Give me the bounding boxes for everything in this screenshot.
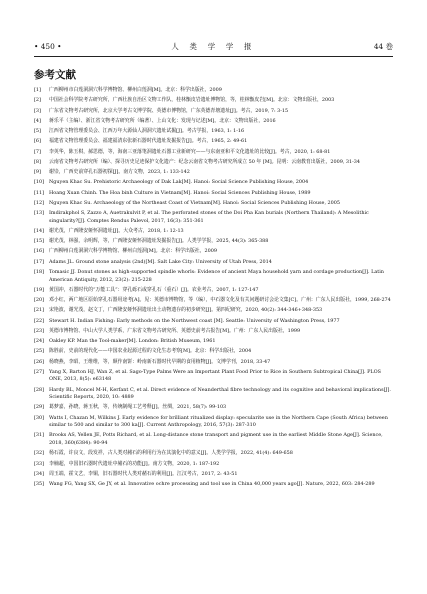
reference-number: [30] [34,414,45,421]
reference-text: 葛梦嘉，孙晓，蒋玉秋，等，传统制绳工艺考释[J]。丝绸，2021, 58(7): 99-103 [49,404,227,411]
reference-item [34,404,393,412]
reference-number: [33] [34,460,45,467]
header-rule [34,56,393,57]
reference-item [34,97,393,105]
reference-item [34,108,393,116]
reference-text: 邓小红，两广地区原始穿孔石器用途考[A]。见：英德市博物馆，等（编），中石器文化及有关问题研讨会论文集[C]。广州：广东人民出版社，1999, 268-274 [49,297,391,304]
reference-item [34,128,393,136]
reference-text: 谢崇，广西史前穿孔石器初探[J]。南方文物，2023, 1: 133-142 [49,169,190,176]
reference-number: [8] [34,158,41,165]
reference-item [34,259,393,267]
reference-number: [16] [34,248,45,255]
reference-text: Nguyen Khac Su. Archaeology of the Northeast Coast of Vietnam[M]. Hanoi: Social Sciences Publishing House, 2005 [49,199,340,206]
reference-number: [18] [34,269,45,276]
volume-label: 44 卷 [373,42,393,51]
reference-number: [10] [34,179,45,186]
reference-item [34,159,393,167]
reference-text: Oakley KP. Man the Tool-maker[M]. London: British Museum, 1961 [49,338,216,345]
reference-number: [21] [34,307,45,314]
reference-text: 杨石霞，许良文，段发祥，古人类对赭石的利用行为在其演化中的意义[J]。人类学学报，2022, 41(4): 649-658 [49,450,293,457]
reference-number: [35] [34,481,45,488]
reference-number: [22] [34,317,45,324]
reference-number: [31] [34,432,45,439]
reference-text: 中国社会科学院考古研究所，广西壮族自治区文物工作队，桂林甑皮岩遗址博物馆，等，桂林甑皮岩[M]。北京：文物出版社，2003 [49,97,335,104]
reference-text: 李英华，陈玉棋，郝思德，等，海南三亚落笔洞遗址石器工业新研究——与东南亚和平文化遗址的比较[J]。考古，2020, 1: 68-81 [49,148,331,155]
reference-item [34,481,393,489]
page-number: • 450 • [34,42,62,51]
reference-item [34,461,393,469]
reference-item [34,200,393,208]
reference-text: Tomasic JJ. Donut stones as high-supported spindle whorls: Evidence of ancient Maya household yarn and cordage production[J]. Latin American Antiquity, 2012, 23(2): 215-228 [49,269,384,283]
reference-number: [12] [34,199,45,206]
reference-text: Adams JL. Ground stone analysis (2nd)[M]. Salt Lake City: University of Utah Press, 2014 [49,258,272,265]
reference-item [34,387,393,402]
reference-number: [4] [34,117,41,124]
reference-number: [24] [34,338,45,345]
reference-item [34,415,393,430]
reference-item [34,210,393,225]
reference-item [34,297,393,305]
reference-number: [1] [34,87,41,93]
reference-text: Imdirakphol S, Zazzo A, Auetrakulvit P, et al. The perforated stones of the Doi Pha Kan burials (Northern Thailand): A Mesolithic singularity?[J]. Comptes Rendus Palevol, 2017, 16(3): 351-361 [49,210,369,224]
reference-text: Watts I, Chazan M, Wilkins J. Early evidence for brilliant ritualized display: specularite use in the Northern Cape (South Africa) between similar to 500 and similar to 300 ka[J]. Current Anthropology, 2016, 57(3): 287-310 [49,414,388,429]
reference-text: 杨晓燕，李昭，王维维，等，颠作南饼：岭南新石器时代早期的食用植物[J]。文博学刊，2018, 33-47 [49,358,271,365]
reference-item [34,369,393,384]
reference-text: 江西省文物管理委员会、江西万年大源仙人洞洞穴遗址试掘[J]。考古学报，1963, 1: 1-16 [49,128,245,135]
reference-text: 谢光茂，林强，余明辉，等，广西隆安娅怀洞遗址发掘报告[J]。人类学学报，2025, 44(3): 365-388 [49,238,269,245]
reference-text: 广东省文物考古研究所，北京大学考古文博学院、英德市博物馆，广东英德青塘遗址[J]。考古，2019, 7: 3-15 [49,107,289,114]
reference-number: [13] [34,210,45,217]
reference-item [34,348,393,356]
reference-item [34,269,393,284]
reference-text: Yang X, Barton HJ, Wan Z, et al. Sago-Type Palms Were an Important Plant Food Prior to Rice in Southern Subtropical China[J]. PLOS ONE, 2013, 8(5): e63148 [49,368,381,383]
reference-item [34,87,393,95]
reference-text: Nguyen Khac Su. Prehistoric Archaeology of Dak Lak[M]. Hanoi: Social Science Publishing House, 2004 [49,179,309,186]
reference-number: [27] [34,368,45,375]
reference-text: 广西柳州白莲洞洞穴科学博物馆、柳州白莲洞[M]。北京：科学出版社，2009 [49,248,217,255]
reference-text: 黄国冲，石器时代的“万能工具”：穿孔砾石或穿孔石（重石）[J]。农业考古，2007, 1: 127-147 [49,286,259,293]
reference-number: [20] [34,297,45,304]
reference-item [34,471,393,479]
reference-item [34,338,393,346]
reference-text: 蒋乐平（主编）、浙江省文物考古研究所（编著）、上山文化：发现与记述[M]。北京：文物出版社，2016 [49,117,276,124]
reference-text: 陈胜前，史前的现代化——中国农业起源过程的文化生态考察[M]。北京：科学出版社，2004 [49,348,252,355]
reference-text: 云南省文物考古研究所（编）、探寻历史足迹保护文化遗产：纪念云南省文物考古研究所成立 50 年 [M]。昆明：云南教育出版社，2009, 31-34 [49,158,361,165]
reference-item [34,359,393,367]
reference-text: Hoang Xuan Chinh. The Hoa binh Culture in Vietnam[M]. Hanoi: Social Sciences Publishing House, 1989 [49,189,311,196]
reference-number: [34] [34,470,45,477]
reference-number: [26] [34,358,45,365]
reference-item [34,432,393,447]
reference-text: Hardy BL, Moncel M-H, Kerfant C, et al. Direct evidence of Neanderthal fibre technology and its cognitive and behavioral implications[J]. Scientific Reports, 2020, 10: 4889 [49,386,391,401]
reference-number: [5] [34,128,41,135]
reference-number: [6] [34,138,41,145]
reference-item [34,450,393,458]
reference-item [34,307,393,315]
reference-item [34,179,393,187]
reference-number: [28] [34,386,45,393]
reference-item [34,138,393,146]
reference-number: [29] [34,404,45,411]
reference-number: [9] [34,169,41,176]
reference-text: 广西柳州市白莲洞洞穴科学博物馆、柳州白莲洞[M]。北京：科学出版社，2009 [49,87,222,93]
reference-number: [17] [34,258,45,265]
reference-item [34,287,393,295]
reference-item [34,328,393,336]
reference-number: [23] [34,327,45,334]
reference-text: 谢光茂，广西隆安娅怀洞遗址[J]。大众考古，2018, 1: 12-13 [49,227,184,234]
reference-number: [2] [34,97,41,104]
reference-item [34,248,393,256]
reference-number: [14] [34,227,45,234]
reference-item [34,149,393,157]
reference-item [34,228,393,236]
reference-text: Stewart H. Indian Fishing: Early methods on the Northwest coast [M]. Seattle: University of Washington Press, 1977 [49,317,340,324]
reference-list [34,87,393,491]
reference-text: 宋艳波，谢光茂，赵文丁，广西隆安娅怀洞遗址出土动物遗存的初步研究[J]。第四纪研究，2020, 40(2): 344-346+348-353 [49,307,323,314]
reference-number: [7] [34,148,41,155]
journal-title: 人 类 学 学 报 [171,42,256,51]
reference-text: 英德市博物馆、中山大学人类学系，广东省文物考古研究所、英德史前考古报告[M]。广州：广东人民出版社，1999 [49,327,301,334]
reference-number: [19] [34,286,45,293]
reference-text: Wang FG, Yang SX, Ge JY, et al. Innovative ochre processing and tool use in China 40,000 years ago[J]. Nature, 2022, 603: 284-289 [49,481,375,488]
reference-item [34,238,393,246]
reference-number: [11] [34,189,45,196]
reference-text: 福建省文物管理委员会、福建福清东张新石器时代遗址发掘报告[J]。考古，1965, 2: 49-61 [49,138,248,145]
reference-text: 李楠超，中国旧石器时代遗址中赭石的功能[J]。南方文物，2020, 1: 187-192 [49,460,220,467]
reference-item [34,169,393,177]
reference-text: 周玉端，霍文艺，李铜，旧石器时代人类对赭石的利用[J]。江汉考古，2017, 2: 43-51 [49,470,238,477]
section-title: 参考文献 [34,69,76,81]
reference-number: [3] [34,107,41,114]
reference-number: [15] [34,238,45,245]
reference-item [34,318,393,326]
reference-number: [32] [34,450,45,457]
reference-text: Brooks AS, Yellen JE, Potts Richard, et al. Long-distance stone transport and pigment use in the earliest Middle Stone Age[J]. Science, 2018, 360(6384): 90-94 [49,432,383,446]
running-header [34,41,393,53]
reference-number: [25] [34,348,45,355]
reference-item [34,118,393,126]
reference-item [34,190,393,198]
